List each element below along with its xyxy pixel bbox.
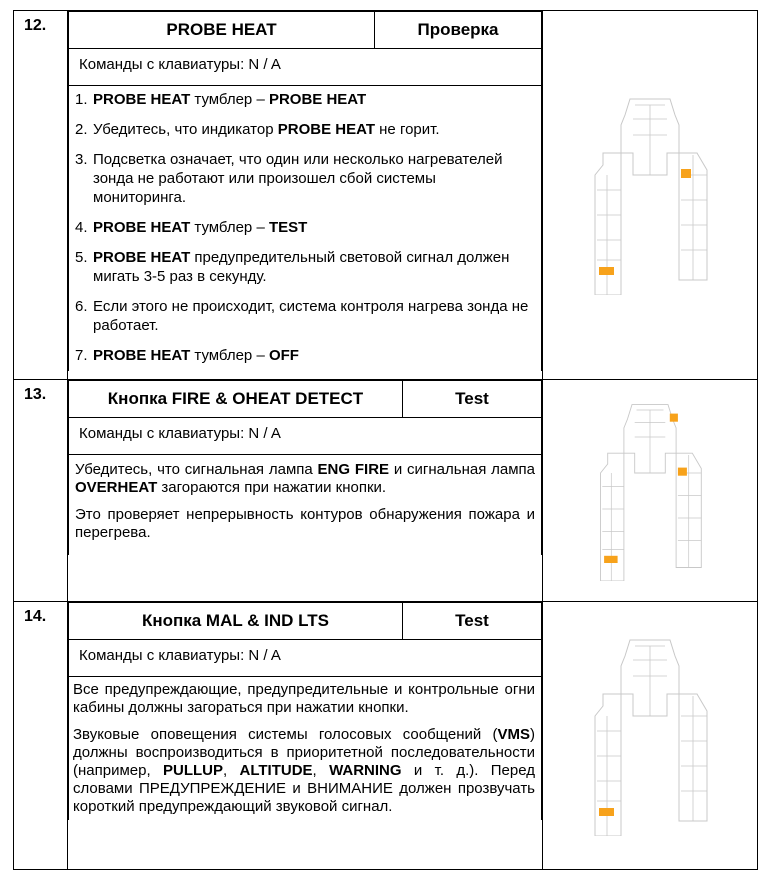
steps-list — [69, 86, 542, 372]
section-title: PROBE HEAT — [69, 12, 375, 49]
highlighted-panel-marker — [670, 413, 678, 421]
paragraph: Это проверяет непрерывность контуров обнаружения пожара и перегрева. — [75, 506, 535, 541]
cockpit-diagram-icon — [575, 636, 725, 836]
section-number: 12. — [14, 11, 68, 380]
step-item: 4. PROBE HEAT тумблер – TEST — [75, 219, 308, 236]
paragraph: Убедитесь, что сигнальная лампа ENG FIRE и сигнальная лампа OVERHEAT загораются при нажатии кнопки. — [75, 461, 535, 496]
section-title: Кнопка MAL & IND LTS — [69, 603, 403, 640]
section-action: Test — [403, 381, 542, 418]
page — [13, 10, 757, 870]
paragraph: Все предупреждающие, предупредительные и контрольные огни кабины должны загораться при нажатии кнопки. — [73, 681, 535, 716]
step-item: 7. PROBE HEAT тумблер – OFF — [75, 347, 299, 364]
highlighted-panel-marker — [599, 267, 614, 275]
section-action: Проверка — [375, 12, 542, 49]
section-body — [69, 455, 542, 556]
step-item: 6. Если этого не происходит, система контроля нагрева зонда не работает. — [75, 298, 529, 334]
section-action: Test — [403, 603, 542, 640]
cockpit-image-cell — [543, 602, 758, 870]
section-title: Кнопка FIRE & OHEAT DETECT — [69, 381, 403, 418]
step-item: 1. PROBE HEAT тумблер – PROBE HEAT — [75, 91, 367, 108]
section-14 — [14, 602, 758, 870]
cockpit-image-cell — [543, 380, 758, 602]
highlighted-panel-marker — [678, 467, 687, 475]
section-12 — [14, 11, 758, 380]
cockpit-diagram-icon — [575, 401, 725, 581]
procedure-table — [13, 10, 758, 870]
section-13 — [14, 380, 758, 602]
keyboard-commands: Команды с клавиатуры: N / A — [69, 418, 542, 455]
highlighted-panel-marker — [604, 555, 618, 562]
paragraph: Звуковые оповещения системы голосовых сообщений (VMS) должны воспроизводиться в приоритетной последовательности (например, PULLUP, ALTITUDE, WARNING и т. д.). Перед словами ПРЕДУПРЕЖДЕНИЕ и ВНИМАНИЕ должен прозвучать короткий предупреждающий звуковой сигнал. — [73, 726, 535, 815]
section-body — [69, 677, 542, 821]
keyboard-commands: Команды с клавиатуры: N / A — [69, 640, 542, 677]
section-number: 13. — [14, 380, 68, 602]
step-item: 3. Подсветка означает, что один или несколько нагревателей зонда не работают или произошел сбой системы мониторинга. — [75, 151, 503, 206]
step-item: 2. Убедитесь, что индикатор PROBE HEAT не горит. — [75, 121, 440, 138]
step-item: 5. PROBE HEAT предупредительный световой сигнал должен мигать 3-5 раз в секунду. — [75, 249, 510, 285]
highlighted-panel-marker — [599, 808, 614, 816]
section-number: 14. — [14, 602, 68, 870]
keyboard-commands: Команды с клавиатуры: N / A — [69, 49, 542, 86]
cockpit-diagram-icon — [575, 95, 725, 295]
cockpit-image-cell — [543, 11, 758, 380]
highlighted-panel-marker — [681, 169, 691, 178]
